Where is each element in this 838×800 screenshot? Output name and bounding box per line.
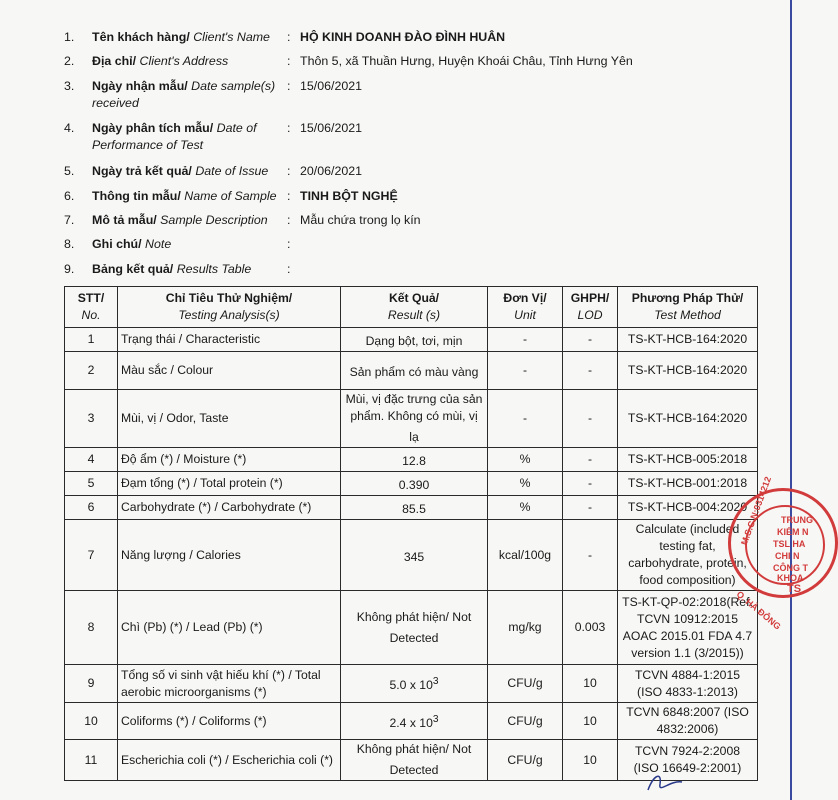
stamp-text: TSL HA xyxy=(773,539,806,549)
cell-unit: mg/kg xyxy=(488,591,563,665)
cell-no: 9 xyxy=(65,665,118,703)
info-label: Ngày nhận mẫu/ Date sample(s) received xyxy=(92,79,276,110)
cell-result: 2.4 x $10^3$ xyxy=(341,703,488,740)
cell-lod: - xyxy=(563,448,618,472)
info-number: 8. xyxy=(64,237,75,251)
cell-analysis: Năng lượng / Calories xyxy=(118,520,341,591)
stamp-text: KHOA xyxy=(777,573,804,583)
stamp-text: CHI N xyxy=(775,551,800,561)
info-colon: : xyxy=(287,121,291,135)
info-value: 15/06/2021 xyxy=(300,121,363,135)
table-row xyxy=(65,328,758,352)
cell-analysis: Trạng thái / Characteristic xyxy=(118,328,341,352)
table-row xyxy=(65,472,758,496)
stamp-text: CÔNG T xyxy=(773,563,808,573)
info-number: 7. xyxy=(64,213,75,227)
cell-method: TS-KT-HCB-164:2020 xyxy=(618,352,758,390)
cell-lod: - xyxy=(563,496,618,520)
stamp-text: TRUNG xyxy=(781,515,813,525)
cell-lod: - xyxy=(563,328,618,352)
page-border-line xyxy=(790,0,792,800)
cell-result: Không phát hiện/ Not Detected xyxy=(341,740,488,781)
cell-result: 85.5 xyxy=(341,496,488,520)
column-header: GHPH/ LOD xyxy=(563,287,618,328)
results-table-body xyxy=(65,328,758,781)
cell-result: Sản phẩm có màu vàng xyxy=(341,352,488,390)
table-row xyxy=(65,520,758,591)
cell-method: TS-KT-QP-02:2018(Ref. TCVN 10912:2015 AOAC 2015.01 FDA 4.7 version 1.1 (3/2015)) xyxy=(618,591,758,665)
info-value: HỘ KINH DOANH ĐÀO ĐÌNH HUÂN xyxy=(300,30,506,44)
company-seal-stamp xyxy=(728,475,838,632)
cell-analysis: Độ ẩm (*) / Moisture (*) xyxy=(118,448,341,472)
table-row xyxy=(65,591,758,665)
cell-no: 6 xyxy=(65,496,118,520)
info-number: 2. xyxy=(64,54,75,68)
cell-no: 7 xyxy=(65,520,118,591)
cell-no: 2 xyxy=(65,352,118,390)
info-value: TINH BỘT NGHỆ xyxy=(300,189,398,203)
cell-result: 5.0 x $10^3$ xyxy=(341,665,488,703)
info-colon: : xyxy=(287,164,291,178)
results-table-header xyxy=(65,287,758,328)
cell-no: 5 xyxy=(65,472,118,496)
cell-result: Không phát hiện/ Not Detected xyxy=(341,591,488,665)
cell-unit: - xyxy=(488,328,563,352)
table-row xyxy=(65,665,758,703)
cell-unit: % xyxy=(488,472,563,496)
column-header: STT/ No. xyxy=(65,287,118,328)
info-value: Thôn 5, xã Thuần Hưng, Huyện Khoái Châu, Tỉnh Hưng Yên xyxy=(300,54,633,68)
stamp-text: KIỂM N xyxy=(777,527,809,537)
cell-result: 12.8 xyxy=(341,448,488,472)
cell-result: Mùi, vị đặc trưng của sản phẩm. Không có mùi, vị lạ xyxy=(341,390,488,448)
info-number: 1. xyxy=(64,30,75,44)
cell-method: TCVN 7924-2:2008 (ISO 16649-2:2001) xyxy=(618,740,758,781)
info-number: 3. xyxy=(64,79,75,93)
cell-unit: % xyxy=(488,448,563,472)
info-label: Tên khách hàng/ Client's Name xyxy=(92,30,270,44)
cell-unit: - xyxy=(488,390,563,448)
cell-method: TS-KT-HCB-164:2020 xyxy=(618,328,758,352)
cell-no: 1 xyxy=(65,328,118,352)
column-header: Chỉ Tiêu Thử Nghiệm/ Testing Analysis(s) xyxy=(118,287,341,328)
cell-unit: CFU/g xyxy=(488,703,563,740)
cell-analysis: Escherichia coli (*) / Escherichia coli (*) xyxy=(118,740,341,781)
cell-method: TS-KT-HCB-005:2018 xyxy=(618,448,758,472)
info-colon: : xyxy=(287,30,291,44)
cell-unit: % xyxy=(488,496,563,520)
info-label: Ghi chú/ Note xyxy=(92,237,172,251)
info-label: Địa chỉ/ Client's Address xyxy=(92,54,229,68)
info-number: 5. xyxy=(64,164,75,178)
cell-lod: 10 xyxy=(563,740,618,781)
stamp-text: M.S.C.N:0314212 xyxy=(739,475,774,547)
cell-analysis: Đạm tổng (*) / Total protein (*) xyxy=(118,472,341,496)
cell-analysis: Carbohydrate (*) / Carbohydrate (*) xyxy=(118,496,341,520)
info-colon: : xyxy=(287,262,291,276)
cell-lod: - xyxy=(563,390,618,448)
cell-result: 0.390 xyxy=(341,472,488,496)
info-colon: : xyxy=(287,54,291,68)
info-label: Mô tả mẫu/ Sample Description xyxy=(92,213,268,227)
cell-method: Calculate (included testing fat, carbohydrate, protein, food composition) xyxy=(618,520,758,591)
results-table xyxy=(64,286,758,781)
cell-method: TS-KT-HCB-164:2020 xyxy=(618,390,758,448)
cell-method: TS-KT-HCB-004:2020 xyxy=(618,496,758,520)
info-number: 9. xyxy=(64,262,75,276)
cell-no: 8 xyxy=(65,591,118,665)
cell-result: Dạng bột, tơi, mịn xyxy=(341,328,488,352)
info-value: Mẫu chứa trong lọ kín xyxy=(300,213,421,227)
column-header: Phương Pháp Thử/ Test Method xyxy=(618,287,758,328)
cell-no: 10 xyxy=(65,703,118,740)
info-colon: : xyxy=(287,79,291,93)
info-value: 15/06/2021 xyxy=(300,79,363,93)
table-row xyxy=(65,448,758,472)
cell-no: 3 xyxy=(65,390,118,448)
cell-unit: CFU/g xyxy=(488,665,563,703)
cell-no: 4 xyxy=(65,448,118,472)
cell-lod: 10 xyxy=(563,703,618,740)
cell-lod: - xyxy=(563,520,618,591)
cell-lod: 0.003 xyxy=(563,591,618,665)
info-number: 6. xyxy=(64,189,75,203)
signature-mark xyxy=(640,768,690,798)
cell-method: TCVN 6848:2007 (ISO 4832:2006) xyxy=(618,703,758,740)
cell-unit: - xyxy=(488,352,563,390)
info-colon: : xyxy=(287,237,291,251)
cell-analysis: Màu sắc / Colour xyxy=(118,352,341,390)
table-row xyxy=(65,390,758,448)
cell-analysis: Chì (Pb) (*) / Lead (Pb) (*) xyxy=(118,591,341,665)
stamp-text: TS xyxy=(787,583,802,595)
cell-unit: CFU/g xyxy=(488,740,563,781)
info-label: Ngày trả kết quả/ Date of Issue xyxy=(92,164,269,178)
table-row xyxy=(65,496,758,520)
info-label: Bảng kết quả/ Results Table xyxy=(92,262,252,276)
info-colon: : xyxy=(287,189,291,203)
info-number: 4. xyxy=(64,121,75,135)
column-header: Kết Quả/ Result (s) xyxy=(341,287,488,328)
info-value: 20/06/2021 xyxy=(300,164,363,178)
table-row xyxy=(65,703,758,740)
cell-analysis: Coliforms (*) / Coliforms (*) xyxy=(118,703,341,740)
info-label: Thông tin mẫu/ Name of Sample xyxy=(92,189,277,203)
column-header: Đơn Vị/ Unit xyxy=(488,287,563,328)
info-colon: : xyxy=(287,213,291,227)
info-label: Ngày phân tích mẫu/ Date of Performance of Test xyxy=(92,121,257,152)
cell-lod: 10 xyxy=(563,665,618,703)
cell-analysis: Mùi, vị / Odor, Taste xyxy=(118,390,341,448)
cell-result: 345 xyxy=(341,520,488,591)
cell-method: TCVN 4884-1:2015 (ISO 4833-1:2013) xyxy=(618,665,758,703)
cell-lod: - xyxy=(563,472,618,496)
cell-unit: kcal/100g xyxy=(488,520,563,591)
cell-analysis: Tổng số vi sinh vật hiếu khí (*) / Total aerobic microorganisms (*) xyxy=(118,665,341,703)
table-row xyxy=(65,352,758,390)
stamp-text: Q. HÀ ĐÔNG xyxy=(734,589,783,632)
cell-lod: - xyxy=(563,352,618,390)
cell-no: 11 xyxy=(65,740,118,781)
cell-method: TS-KT-HCB-001:2018 xyxy=(618,472,758,496)
